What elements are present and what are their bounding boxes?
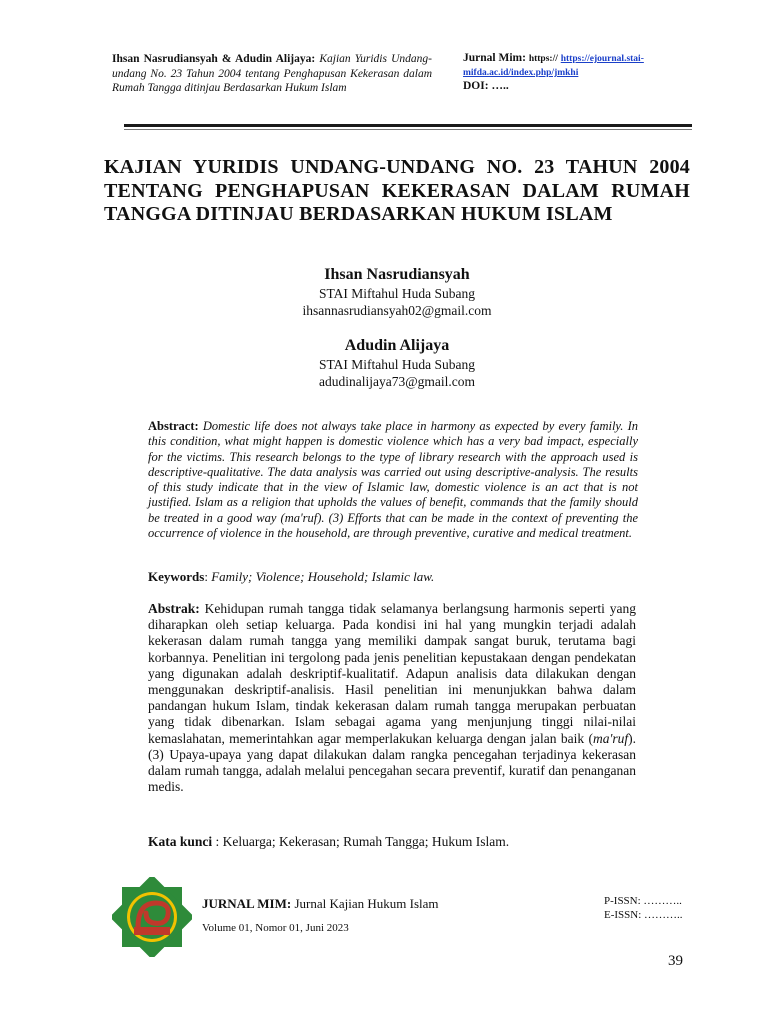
author-name: Adudin Alijaya	[344, 337, 450, 354]
author-email: adudinalijaya73@gmail.com	[318, 374, 475, 389]
author-name: Ihsan Nasrudiansyah	[324, 266, 470, 283]
url-prefix: https://	[528, 54, 558, 64]
footer-journal-name: JURNAL MIM:	[202, 896, 292, 911]
abstract-label: Abstract:	[148, 419, 199, 433]
doi-label: DOI:	[463, 80, 489, 92]
author-block-2	[104, 336, 690, 390]
author-block-1	[104, 265, 690, 319]
doi-value: …..	[491, 80, 509, 92]
footer-journal-subtitle: Jurnal Kajian Hukum Islam	[294, 896, 439, 911]
header-rule-thin	[124, 129, 692, 130]
keywords-text: Family; Violence; Household; Islamic law.	[211, 569, 435, 584]
abstrak-label: Abstrak:	[148, 601, 200, 616]
p-issn: P-ISSN: ………..	[604, 895, 682, 907]
kata-kunci-text: : Keluarga; Kekerasan; Rumah Tangga; Hukum Islam.	[215, 834, 510, 849]
header-article-title: Kajian Yuridis Undang-undang No. 23 Tahun 2004 tentang Penghapusan Kekerasan dalam Rumah Tangga ditinjau Berdasarkan Hukum Islam	[112, 53, 432, 94]
journal-logo-icon	[112, 877, 192, 957]
abstract-indonesian	[148, 601, 636, 795]
abstrak-italic-term: ma'ruf	[592, 730, 629, 746]
abstrak-text-part2: ). (3) Upaya-upaya yang dapat dilakukan dalam rangka pencegahan terjadinya kekerasan dalam rumah tangga, adalah melalui pencegahan secara preventif, kuratif dan penanganan medis.	[148, 730, 636, 795]
keywords-english: Keywords: Family; Violence; Household; Islamic law.	[148, 569, 435, 584]
keywords-indonesian	[148, 834, 636, 850]
abstrak-text-part1: Kehidupan rumah tangga tidak selamanya berlangsung harmonis seperti yang diharapkan oleh setiap keluarga. Pada kondisi ini hal yang mungkin terjadi adalah kekerasan dalam rumah tangga yang memiliki dampak sangat buruk, terutama bagi korbannya. Penelitian ini tergolong pada jenis penelitian kepustakaan dengan pendekatan yang digunakan adalah deskriptif-kualitatif. Adapun analisis data dilakukan dengan menggunakan deskriptif-analisis. Hasil penelitian ini menunjukkan bahwa dalam pandangan hukum Islam, tindak kekerasan dalam rumah tangga merupakan perbuatan yang tidak dibenarkan. Islam sebagai agama yang menjunjung tinggi nilai-nilai kemaslahatan, memerintahkan agar memperlakukan keluarga dengan jalan baik (	[148, 601, 636, 746]
paper-title: KAJIAN YURIDIS UNDANG-UNDANG NO. 23 TAHUN 2004 TENTANG PENGHAPUSAN KEKERASAN DALAM RUMAH TANGGA DITINJAU BERDASARKAN HUKUM ISLAM	[104, 156, 690, 225]
logo-banner	[134, 927, 170, 935]
header-rule	[124, 124, 692, 127]
running-header-citation	[112, 52, 432, 96]
journal-label: Jurnal Mim:	[463, 52, 526, 64]
header-authors: Ihsan Nasrudiansyah & Adudin Alijaya:	[112, 53, 316, 65]
footer-volume: Volume 01, Nomor 01, Juni 2023	[202, 922, 349, 934]
author-affiliation: STAI Miftahul Huda Subang	[318, 286, 476, 301]
kata-kunci-label: Kata kunci	[148, 834, 213, 849]
page-number: 39	[668, 953, 683, 969]
abstract-text: Domestic life does not always take place in harmony as expected by every family. In this condition, what might happen is domestic violence which has a very bad impact, especially for the victims. This research belongs to the type of library research with the approach used is descriptive-qualitative. The data analysis was carried out using descriptive-analysis. The results of this study indicate that in the view of Islamic law, domestic violence is an act that is not justified. Islam as a religion that upholds the values of benefit, commands that the family should be treated in a good way (ma'ruf). (3) Efforts that can be made in the context of preventing the occurrence of violence in the household, are through preventive, curative and medical treatment.	[148, 419, 638, 541]
e-issn: E-ISSN: ………..	[604, 909, 683, 921]
keywords-label: Keywords	[148, 569, 205, 584]
footer-issn	[604, 894, 683, 922]
author-email: ihsannasrudiansyah02@gmail.com	[302, 303, 492, 318]
running-header-journal	[463, 52, 713, 93]
author-affiliation: STAI Miftahul Huda Subang	[318, 357, 476, 372]
abstract-english	[148, 419, 638, 541]
journal-url-link[interactable]: https://ejournal.stai-mifda.ac.id/index.php/jmkhi	[463, 54, 644, 78]
footer-journal	[202, 896, 439, 911]
